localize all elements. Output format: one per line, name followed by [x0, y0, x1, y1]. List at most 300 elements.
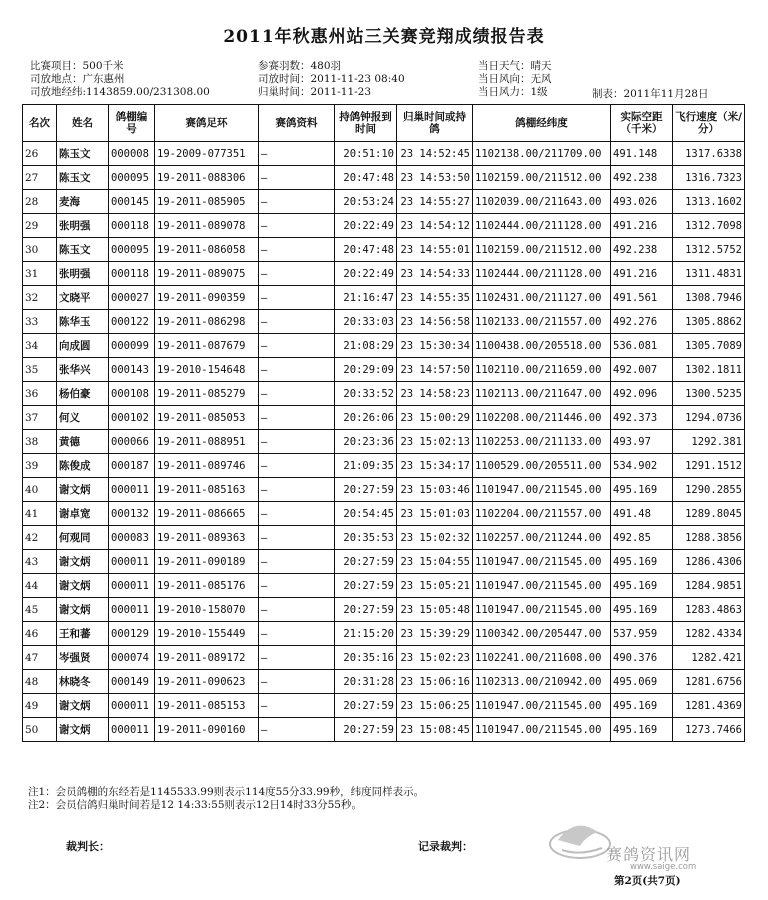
cell-arrive: 23 14:55:35 [397, 286, 473, 310]
cell-pigeon: — [259, 454, 335, 478]
cell-ring: 19-2011-089363 [155, 526, 259, 550]
cell-clock: 20:51:10 [335, 142, 397, 166]
table-header-row [23, 105, 745, 142]
cell-name: 谢文炳 [57, 718, 109, 742]
cell-coord: 1102257.00/211244.00 [473, 526, 611, 550]
cell-name: 谢文炳 [57, 598, 109, 622]
cell-loft: 000187 [109, 454, 155, 478]
recorder-signature-label: 记录裁判： [418, 840, 473, 853]
cell-pigeon: — [259, 670, 335, 694]
cell-arrive: 23 14:54:33 [397, 262, 473, 286]
cell-coord: 1100342.00/205447.00 [473, 622, 611, 646]
cell-dist: 495.169 [611, 718, 673, 742]
results-table [22, 104, 745, 742]
race-info-middle [258, 60, 405, 99]
table-row [23, 166, 745, 190]
cell-pigeon: — [259, 190, 335, 214]
cell-dist: 495.169 [611, 574, 673, 598]
page-number: 第2页(共7页) [614, 875, 681, 887]
cell-pigeon: — [259, 502, 335, 526]
cell-ring: 19-2011-088951 [155, 430, 259, 454]
col-header-clock: 持鸽钟报到时间 [335, 105, 397, 142]
cell-dist: 492.238 [611, 238, 673, 262]
cell-loft: 000132 [109, 502, 155, 526]
cell-clock: 21:15:20 [335, 622, 397, 646]
cell-speed: 1283.4863 [673, 598, 745, 622]
cell-name: 陈玉文 [57, 142, 109, 166]
col-header-dist: 实际空距（千米） [611, 105, 673, 142]
cell-dist: 492.373 [611, 406, 673, 430]
cell-coord: 1102138.00/211709.00 [473, 142, 611, 166]
cell-dist: 491.561 [611, 286, 673, 310]
cell-rank: 43 [23, 550, 57, 574]
cell-coord: 1102241.00/211608.00 [473, 646, 611, 670]
cell-speed: 1312.7098 [673, 214, 745, 238]
cell-arrive: 23 15:08:45 [397, 718, 473, 742]
cell-ring: 19-2011-085163 [155, 478, 259, 502]
cell-rank: 50 [23, 718, 57, 742]
cell-loft: 000129 [109, 622, 155, 646]
table-row [23, 622, 745, 646]
cell-clock: 20:35:53 [335, 526, 397, 550]
cell-loft: 000145 [109, 190, 155, 214]
cell-dist: 492.096 [611, 382, 673, 406]
table-row [23, 310, 745, 334]
cell-speed: 1273.7466 [673, 718, 745, 742]
cell-coord: 1101947.00/211545.00 [473, 694, 611, 718]
cell-dist: 536.081 [611, 334, 673, 358]
cell-loft: 000099 [109, 334, 155, 358]
cell-clock: 20:23:36 [335, 430, 397, 454]
cell-pigeon: — [259, 694, 335, 718]
cell-pigeon: — [259, 214, 335, 238]
cell-coord: 1100438.00/205518.00 [473, 334, 611, 358]
cell-clock: 20:31:28 [335, 670, 397, 694]
cell-ring: 19-2011-085053 [155, 406, 259, 430]
cell-clock: 20:47:48 [335, 238, 397, 262]
cell-dist: 491.216 [611, 262, 673, 286]
cell-ring: 19-2011-085905 [155, 190, 259, 214]
cell-dist: 534.902 [611, 454, 673, 478]
cell-name: 谢文炳 [57, 694, 109, 718]
cell-clock: 20:22:49 [335, 262, 397, 286]
cell-coord: 1101947.00/211545.00 [473, 598, 611, 622]
cell-ring: 19-2009-077351 [155, 142, 259, 166]
cell-dist: 492.238 [611, 166, 673, 190]
cell-loft: 000011 [109, 694, 155, 718]
cell-arrive: 23 14:54:12 [397, 214, 473, 238]
table-row [23, 598, 745, 622]
cell-ring: 19-2011-090189 [155, 550, 259, 574]
race-info-left [30, 60, 210, 99]
cell-loft: 000118 [109, 214, 155, 238]
cell-coord: 1102159.00/211512.00 [473, 166, 611, 190]
cell-loft: 000011 [109, 574, 155, 598]
cell-arrive: 23 15:06:16 [397, 670, 473, 694]
cell-pigeon: — [259, 382, 335, 406]
cell-rank: 40 [23, 478, 57, 502]
cell-rank: 26 [23, 142, 57, 166]
table-row [23, 262, 745, 286]
cell-rank: 49 [23, 694, 57, 718]
cell-rank: 34 [23, 334, 57, 358]
wind-force: 当日风力：1级 [478, 86, 548, 98]
cell-name: 王和蕃 [57, 622, 109, 646]
cell-speed: 1311.4831 [673, 262, 745, 286]
cell-ring: 19-2010-154648 [155, 358, 259, 382]
cell-coord: 1101947.00/211545.00 [473, 478, 611, 502]
cell-dist: 495.169 [611, 598, 673, 622]
table-row [23, 286, 745, 310]
cell-name: 张明强 [57, 262, 109, 286]
cell-coord: 1102253.00/211133.00 [473, 430, 611, 454]
report-title: 2011年秋惠州站三关赛竞翔成绩报告表 [223, 27, 545, 47]
cell-name: 何义 [57, 406, 109, 430]
cell-name: 陈俊成 [57, 454, 109, 478]
cell-loft: 000083 [109, 526, 155, 550]
cell-pigeon: — [259, 478, 335, 502]
col-header-rank: 名次 [23, 105, 57, 142]
col-header-pigeon: 赛鸽资料 [259, 105, 335, 142]
cell-clock: 21:09:35 [335, 454, 397, 478]
cell-clock: 20:54:45 [335, 502, 397, 526]
col-header-ring: 赛鸽足环 [155, 105, 259, 142]
table-row [23, 694, 745, 718]
cell-speed: 1281.6756 [673, 670, 745, 694]
referee-signature-label: 裁判长： [66, 840, 110, 853]
cell-clock: 21:16:47 [335, 286, 397, 310]
weather: 当日天气：晴天 [478, 60, 552, 72]
cell-name: 麦海 [57, 190, 109, 214]
cell-pigeon: — [259, 430, 335, 454]
cell-rank: 31 [23, 262, 57, 286]
cell-name: 文晓平 [57, 286, 109, 310]
cell-clock: 20:27:59 [335, 694, 397, 718]
cell-speed: 1284.9851 [673, 574, 745, 598]
cell-loft: 000074 [109, 646, 155, 670]
table-row [23, 406, 745, 430]
cell-ring: 19-2011-086298 [155, 310, 259, 334]
cell-arrive: 23 14:52:45 [397, 142, 473, 166]
col-header-name: 姓名 [57, 105, 109, 142]
cell-pigeon: — [259, 358, 335, 382]
cell-clock: 20:27:59 [335, 718, 397, 742]
race-distance: 比赛项目：500千米 [30, 60, 124, 72]
cell-ring: 19-2011-085279 [155, 382, 259, 406]
cell-rank: 37 [23, 406, 57, 430]
cell-loft: 000102 [109, 406, 155, 430]
cell-dist: 492.007 [611, 358, 673, 382]
cell-coord: 1102110.00/211659.00 [473, 358, 611, 382]
cell-arrive: 23 14:55:27 [397, 190, 473, 214]
cell-rank: 27 [23, 166, 57, 190]
cell-dist: 491.148 [611, 142, 673, 166]
cell-coord: 1102204.00/211557.00 [473, 502, 611, 526]
cell-coord: 1101947.00/211545.00 [473, 574, 611, 598]
cell-dist: 492.276 [611, 310, 673, 334]
table-row [23, 574, 745, 598]
cell-coord: 1102159.00/211512.00 [473, 238, 611, 262]
cell-clock: 20:22:49 [335, 214, 397, 238]
table-row [23, 382, 745, 406]
col-header-loft: 鸽棚编号 [109, 105, 155, 142]
cell-dist: 491.48 [611, 502, 673, 526]
cell-ring: 19-2010-158070 [155, 598, 259, 622]
cell-arrive: 23 14:55:01 [397, 238, 473, 262]
footnote-1: 注1：会员鸽棚的东经若是1145533.99则表示114度55分33.99秒，纬度同样表示。 [28, 786, 425, 798]
cell-clock: 20:27:59 [335, 550, 397, 574]
cell-pigeon: — [259, 238, 335, 262]
cell-arrive: 23 15:05:48 [397, 598, 473, 622]
table-row [23, 718, 745, 742]
col-header-coord: 鸽棚经纬度 [473, 105, 611, 142]
cell-name: 何观同 [57, 526, 109, 550]
cell-loft: 000011 [109, 478, 155, 502]
cell-loft: 000149 [109, 670, 155, 694]
cell-name: 林晓冬 [57, 670, 109, 694]
cell-dist: 491.216 [611, 214, 673, 238]
cell-name: 谢文炳 [57, 478, 109, 502]
cell-pigeon: — [259, 622, 335, 646]
cell-arrive: 23 15:01:03 [397, 502, 473, 526]
cell-coord: 1102313.00/210942.00 [473, 670, 611, 694]
cell-rank: 29 [23, 214, 57, 238]
cell-dist: 492.85 [611, 526, 673, 550]
cell-speed: 1313.1602 [673, 190, 745, 214]
cell-arrive: 23 15:39:29 [397, 622, 473, 646]
cell-speed: 1300.5235 [673, 382, 745, 406]
cell-clock: 20:27:59 [335, 574, 397, 598]
cell-arrive: 23 15:02:23 [397, 646, 473, 670]
cell-loft: 000011 [109, 550, 155, 574]
release-coordinates: 司放地经纬:1143859.00/231308.00 [30, 86, 210, 98]
cell-pigeon: — [259, 166, 335, 190]
cell-loft: 000011 [109, 598, 155, 622]
cell-name: 杨伯豪 [57, 382, 109, 406]
cell-rank: 33 [23, 310, 57, 334]
table-row [23, 646, 745, 670]
table-row [23, 334, 745, 358]
cell-speed: 1305.7089 [673, 334, 745, 358]
cell-loft: 000143 [109, 358, 155, 382]
cell-rank: 41 [23, 502, 57, 526]
table-row [23, 142, 745, 166]
cell-speed: 1302.1811 [673, 358, 745, 382]
release-location: 司放地点：广东惠州 [30, 73, 125, 85]
cell-name: 张华兴 [57, 358, 109, 382]
cell-pigeon: — [259, 286, 335, 310]
cell-clock: 20:27:59 [335, 598, 397, 622]
cell-dist: 490.376 [611, 646, 673, 670]
cell-clock: 20:33:03 [335, 310, 397, 334]
cell-coord: 1102444.00/211128.00 [473, 262, 611, 286]
cell-rank: 47 [23, 646, 57, 670]
cell-speed: 1282.421 [673, 646, 745, 670]
table-row [23, 358, 745, 382]
cell-rank: 28 [23, 190, 57, 214]
cell-arrive: 23 15:02:13 [397, 430, 473, 454]
cell-pigeon: — [259, 646, 335, 670]
cell-dist: 495.169 [611, 694, 673, 718]
table-row [23, 502, 745, 526]
cell-speed: 1294.0736 [673, 406, 745, 430]
cell-dist: 495.069 [611, 670, 673, 694]
cell-name: 陈玉文 [57, 166, 109, 190]
cell-speed: 1308.7946 [673, 286, 745, 310]
cell-ring: 19-2011-089172 [155, 646, 259, 670]
cell-coord: 1102133.00/211557.00 [473, 310, 611, 334]
cell-ring: 19-2010-155449 [155, 622, 259, 646]
table-row [23, 670, 745, 694]
cell-loft: 000066 [109, 430, 155, 454]
col-header-arrive: 归巢时间或持鸽 [397, 105, 473, 142]
cell-ring: 19-2011-089075 [155, 262, 259, 286]
footnote-2: 注2：会员信鸽归巢时间若是12 14:33:55则表示12日14时33分55秒。 [28, 799, 362, 811]
cell-loft: 000008 [109, 142, 155, 166]
cell-loft: 000095 [109, 238, 155, 262]
cell-pigeon: — [259, 310, 335, 334]
cell-clock: 20:53:24 [335, 190, 397, 214]
cell-name: 谢文炳 [57, 550, 109, 574]
col-header-speed: 飞行速度（米/分） [673, 105, 745, 142]
cell-pigeon: — [259, 334, 335, 358]
table-row [23, 190, 745, 214]
cell-arrive: 23 15:03:46 [397, 478, 473, 502]
cell-name: 陈玉文 [57, 238, 109, 262]
cell-rank: 45 [23, 598, 57, 622]
cell-speed: 1312.5752 [673, 238, 745, 262]
cell-loft: 000108 [109, 382, 155, 406]
cell-arrive: 23 15:02:32 [397, 526, 473, 550]
cell-speed: 1288.3856 [673, 526, 745, 550]
cell-speed: 1317.6338 [673, 142, 745, 166]
cell-loft: 000122 [109, 310, 155, 334]
cell-ring: 19-2011-089078 [155, 214, 259, 238]
cell-coord: 1102113.00/211647.00 [473, 382, 611, 406]
cell-pigeon: — [259, 598, 335, 622]
cell-speed: 1305.8862 [673, 310, 745, 334]
cell-rank: 46 [23, 622, 57, 646]
cell-pigeon: — [259, 718, 335, 742]
cell-coord: 1100529.00/205511.00 [473, 454, 611, 478]
cell-rank: 30 [23, 238, 57, 262]
cell-rank: 38 [23, 430, 57, 454]
watermark-url: www.saige.com [630, 862, 697, 872]
cell-coord: 1101947.00/211545.00 [473, 550, 611, 574]
cell-pigeon: — [259, 142, 335, 166]
cell-clock: 20:29:09 [335, 358, 397, 382]
cell-name: 谢卓宽 [57, 502, 109, 526]
cell-name: 岑强贤 [57, 646, 109, 670]
release-time: 司放时间：2011-11-23 08:40 [258, 73, 405, 85]
cell-rank: 48 [23, 670, 57, 694]
cell-loft: 000118 [109, 262, 155, 286]
table-row [23, 238, 745, 262]
cell-rank: 42 [23, 526, 57, 550]
cell-speed: 1292.381 [673, 430, 745, 454]
wind-direction: 当日风向：无风 [478, 73, 552, 85]
cell-pigeon: — [259, 550, 335, 574]
cell-coord: 1102208.00/211446.00 [473, 406, 611, 430]
cell-name: 黄德 [57, 430, 109, 454]
cell-loft: 000027 [109, 286, 155, 310]
race-info-right [478, 60, 552, 99]
cell-speed: 1281.4369 [673, 694, 745, 718]
cell-arrive: 23 14:57:50 [397, 358, 473, 382]
cell-coord: 1101947.00/211545.00 [473, 718, 611, 742]
cell-arrive: 23 15:00:29 [397, 406, 473, 430]
entry-count: 参赛羽数：480羽 [258, 60, 342, 72]
cell-dist: 495.169 [611, 478, 673, 502]
cell-dist: 537.959 [611, 622, 673, 646]
cell-ring: 19-2011-089746 [155, 454, 259, 478]
cell-speed: 1290.2855 [673, 478, 745, 502]
cell-clock: 20:27:59 [335, 478, 397, 502]
cell-rank: 44 [23, 574, 57, 598]
cell-rank: 32 [23, 286, 57, 310]
cell-name: 向成圆 [57, 334, 109, 358]
cell-ring: 19-2011-087679 [155, 334, 259, 358]
cell-ring: 19-2011-086058 [155, 238, 259, 262]
cell-arrive: 23 15:30:34 [397, 334, 473, 358]
cell-coord: 1102039.00/211643.00 [473, 190, 611, 214]
table-row [23, 526, 745, 550]
cell-coord: 1102444.00/211128.00 [473, 214, 611, 238]
cell-ring: 19-2011-086665 [155, 502, 259, 526]
cell-loft: 000095 [109, 166, 155, 190]
table-row [23, 430, 745, 454]
cell-speed: 1286.4306 [673, 550, 745, 574]
cell-loft: 000011 [109, 718, 155, 742]
cell-dist: 493.026 [611, 190, 673, 214]
cell-ring: 19-2011-085153 [155, 694, 259, 718]
cell-ring: 19-2011-090623 [155, 670, 259, 694]
cell-arrive: 23 14:53:50 [397, 166, 473, 190]
cell-speed: 1291.1512 [673, 454, 745, 478]
cell-arrive: 23 15:34:17 [397, 454, 473, 478]
watermark-site-name: 赛鸽资讯网 [606, 845, 692, 864]
table-row [23, 478, 745, 502]
cell-clock: 20:26:06 [335, 406, 397, 430]
return-time: 归巢时间：2011-11-23 [258, 86, 372, 98]
cell-speed: 1289.8045 [673, 502, 745, 526]
cell-coord: 1102431.00/211127.00 [473, 286, 611, 310]
cell-arrive: 23 14:56:58 [397, 310, 473, 334]
cell-pigeon: — [259, 262, 335, 286]
cell-pigeon: — [259, 526, 335, 550]
cell-name: 张明强 [57, 214, 109, 238]
cell-ring: 19-2011-085176 [155, 574, 259, 598]
cell-ring: 19-2011-088306 [155, 166, 259, 190]
table-row [23, 454, 745, 478]
cell-arrive: 23 15:05:21 [397, 574, 473, 598]
report-made-date: 制表：2011年11月28日 [592, 88, 709, 100]
cell-arrive: 23 15:04:55 [397, 550, 473, 574]
cell-clock: 20:35:16 [335, 646, 397, 670]
cell-speed: 1282.4334 [673, 622, 745, 646]
cell-rank: 39 [23, 454, 57, 478]
cell-dist: 493.97 [611, 430, 673, 454]
cell-rank: 35 [23, 358, 57, 382]
cell-clock: 20:47:48 [335, 166, 397, 190]
cell-pigeon: — [259, 406, 335, 430]
cell-speed: 1316.7323 [673, 166, 745, 190]
cell-dist: 495.169 [611, 550, 673, 574]
cell-name: 陈华玉 [57, 310, 109, 334]
table-row [23, 550, 745, 574]
cell-arrive: 23 15:06:25 [397, 694, 473, 718]
cell-ring: 19-2011-090160 [155, 718, 259, 742]
